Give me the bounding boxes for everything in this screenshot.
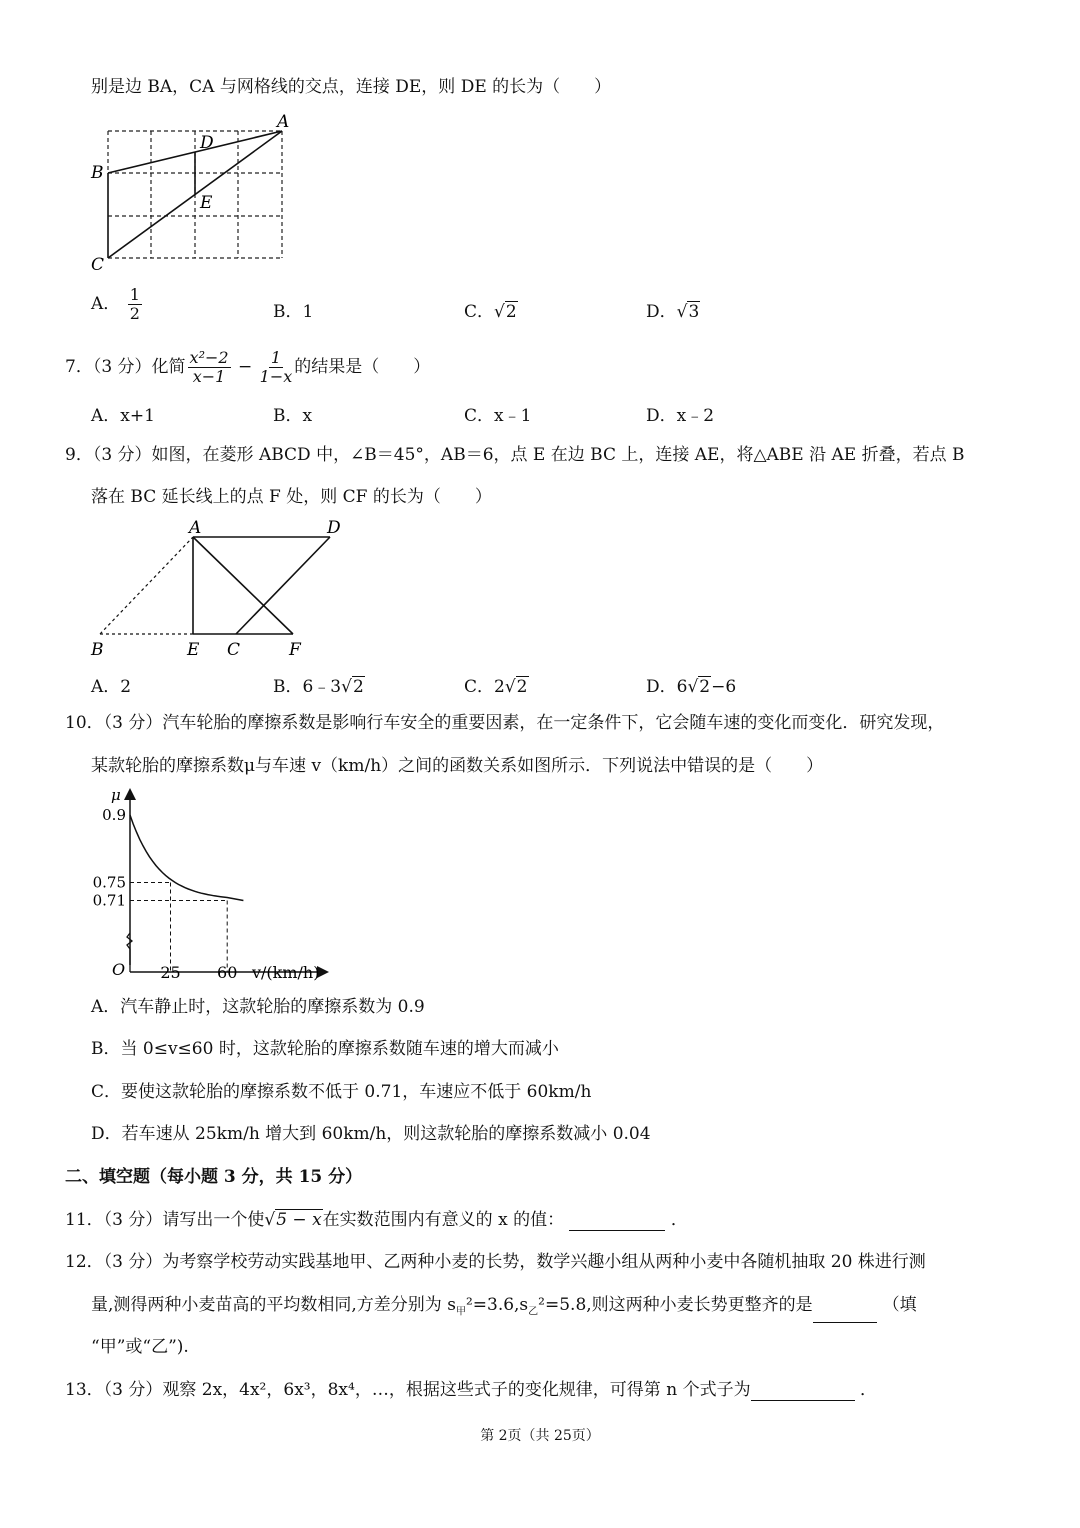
option-tail: −6	[711, 677, 737, 697]
q9-stem-line1: 9．（3 分）如图，在菱形 ABCD 中，∠B＝45°，AB＝6，点 E 在边 BC 上，连接 AE，将△ABE 沿 AE 折叠，若点 B	[65, 445, 965, 465]
label-C: C	[91, 255, 105, 275]
q12-stem-line3: “甲”或“乙”).	[91, 1337, 189, 1357]
q13-stem	[65, 1379, 877, 1401]
subscript: 甲	[455, 1306, 466, 1318]
q12-text-mid: ²=3.6,s	[465, 1295, 529, 1315]
q7-prefix: 7．（3 分）化简	[65, 357, 186, 377]
q11-prefix: 11．（3 分）请写出一个使	[65, 1210, 265, 1230]
radicand: 2	[699, 677, 711, 697]
q7-suffix: 的结果是（ ）	[294, 357, 431, 377]
option-label: C．2	[464, 677, 505, 697]
radicand: 5 − x	[276, 1210, 322, 1230]
fraction-1	[188, 349, 231, 386]
numerator: 1	[129, 285, 140, 304]
fraction-2	[260, 349, 293, 386]
q12-answer-blank[interactable]	[813, 1304, 877, 1323]
label-A: A	[189, 518, 202, 538]
q6-option-c[interactable]: C．√2	[464, 302, 517, 322]
q12-text-a: 量,测得两种小麦苗高的平均数相同,方差分别为 s	[91, 1295, 456, 1315]
q12-text-b: ²=5.8,则这两种小麦长势更整齐的是	[538, 1295, 813, 1315]
q7-option-a[interactable]: A．x+1	[91, 406, 155, 426]
section-2-heading: 二、填空题（每小题 3 分，共 15 分）	[65, 1167, 363, 1187]
label-F: F	[289, 640, 301, 660]
q7-option-b[interactable]: B．x	[273, 406, 313, 426]
radicand: 2	[505, 302, 517, 322]
fraction	[128, 286, 142, 323]
option-label: B．6﹣3	[273, 677, 342, 697]
numerator: x²−2	[189, 348, 229, 367]
minus-sign: −	[237, 357, 253, 377]
q9-option-d[interactable]: D．6√2−6	[646, 677, 737, 697]
y-axis-label: μ	[111, 786, 121, 804]
q10-option-a[interactable]: A．汽车静止时，这款轮胎的摩擦系数为 0.9	[91, 997, 425, 1017]
q12-stem-line1: 12．（3 分）为考察学校劳动实践基地甲、乙两种小麦的长势，数学兴趣小组从两种小麦中各随机抽取 20 株进行测	[65, 1252, 926, 1272]
denominator: 1−x	[259, 367, 293, 386]
origin-label: O	[112, 960, 126, 979]
q6-option-b[interactable]: B．1	[273, 302, 314, 322]
option-label: D．	[646, 302, 677, 322]
label-B: B	[91, 163, 104, 183]
subscript: 乙	[528, 1306, 539, 1318]
q10-option-d[interactable]: D．若车速从 25km/h 增大到 60km/h，则这款轮胎的摩擦系数减小 0.04	[91, 1124, 651, 1144]
q10-option-b[interactable]: B．当 0≤v≤60 时，这款轮胎的摩擦系数随车速的增大而减小	[91, 1039, 559, 1059]
q13-end: ．	[859, 1380, 877, 1400]
x-tick-label: 60	[217, 963, 238, 982]
y-tick-label: 0.75	[92, 873, 126, 892]
label-E: E	[187, 640, 200, 660]
q12-text-c: （填	[882, 1295, 917, 1315]
q6-stem: 别是边 BA，CA 与网格线的交点，连接 DE，则 DE 的长为（ ）	[91, 77, 612, 97]
q10-stem-line1: 10．（3 分）汽车轮胎的摩擦系数是影响行车安全的重要因素，在一定条件下，它会随车速的变化而变化．研究发现，	[65, 713, 945, 733]
q11-stem: 11．（3 分）请写出一个使√5 − x在实数范围内有意义的 x 的值： ．	[65, 1210, 688, 1230]
numerator: 1	[270, 348, 282, 367]
label-C: C	[227, 640, 241, 660]
q13-answer-blank[interactable]	[751, 1382, 855, 1401]
q9-option-a[interactable]: A．2	[91, 677, 132, 697]
q10-option-c[interactable]: C．要使这款轮胎的摩擦系数不低于 0.71，车速应不低于 60km/h	[91, 1082, 592, 1102]
y-tick-label: 0.9	[102, 806, 126, 824]
q10-stem-line2: 某款轮胎的摩擦系数μ与车速 v（km/h）之间的函数关系如图所示．下列说法中错误的是（ ）	[91, 756, 824, 776]
q6-grid-figure	[80, 108, 310, 278]
q7-option-d[interactable]: D．x﹣2	[646, 406, 715, 426]
q11-answer-blank[interactable]	[569, 1212, 665, 1231]
axis-break-icon	[127, 933, 132, 972]
radicand: 2	[352, 677, 364, 697]
q6-option-a[interactable]	[91, 286, 144, 323]
x-tick-label: 25	[160, 963, 181, 982]
y-tick-label: 0.71	[92, 891, 126, 910]
q9-rhombus-figure	[85, 515, 345, 665]
label-E: E	[200, 193, 213, 213]
series-line-mu	[130, 815, 243, 901]
q6-option-d[interactable]: D．√3	[646, 302, 700, 322]
label-D: D	[327, 518, 341, 538]
q11-suffix: 在实数范围内有意义的 x 的值：	[322, 1210, 565, 1230]
denominator: x−1	[192, 367, 226, 386]
label-A: A	[277, 112, 290, 132]
page-footer: 第 2页（共 25页）	[480, 1428, 600, 1444]
q11-end: ．	[670, 1210, 688, 1230]
q12-stem-line2	[91, 1294, 917, 1323]
option-label: C．	[464, 302, 495, 322]
label-D: D	[200, 133, 214, 153]
radicand: 2	[516, 677, 528, 697]
q9-option-c[interactable]: C．2√2	[464, 677, 528, 697]
label-B: B	[91, 640, 104, 660]
q7-stem	[65, 343, 430, 391]
q9-stem-line2: 落在 BC 延长线上的点 F 处，则 CF 的长为（ ）	[91, 487, 492, 507]
friction-chart	[90, 785, 350, 985]
q9-option-b[interactable]: B．6﹣3√2	[273, 677, 364, 697]
radicand: 3	[688, 302, 700, 322]
option-label: D．6	[646, 677, 688, 697]
option-label: A．	[91, 294, 121, 314]
x-axis-label: v/(km/h)	[252, 963, 320, 982]
denominator: 2	[129, 304, 140, 323]
q7-option-c[interactable]: C．x﹣1	[464, 406, 532, 426]
q13-text: 13．（3 分）观察 2x，4x²，6x³，8x⁴，…，根据这些式子的变化规律，可得第 n 个式子为	[65, 1380, 751, 1400]
